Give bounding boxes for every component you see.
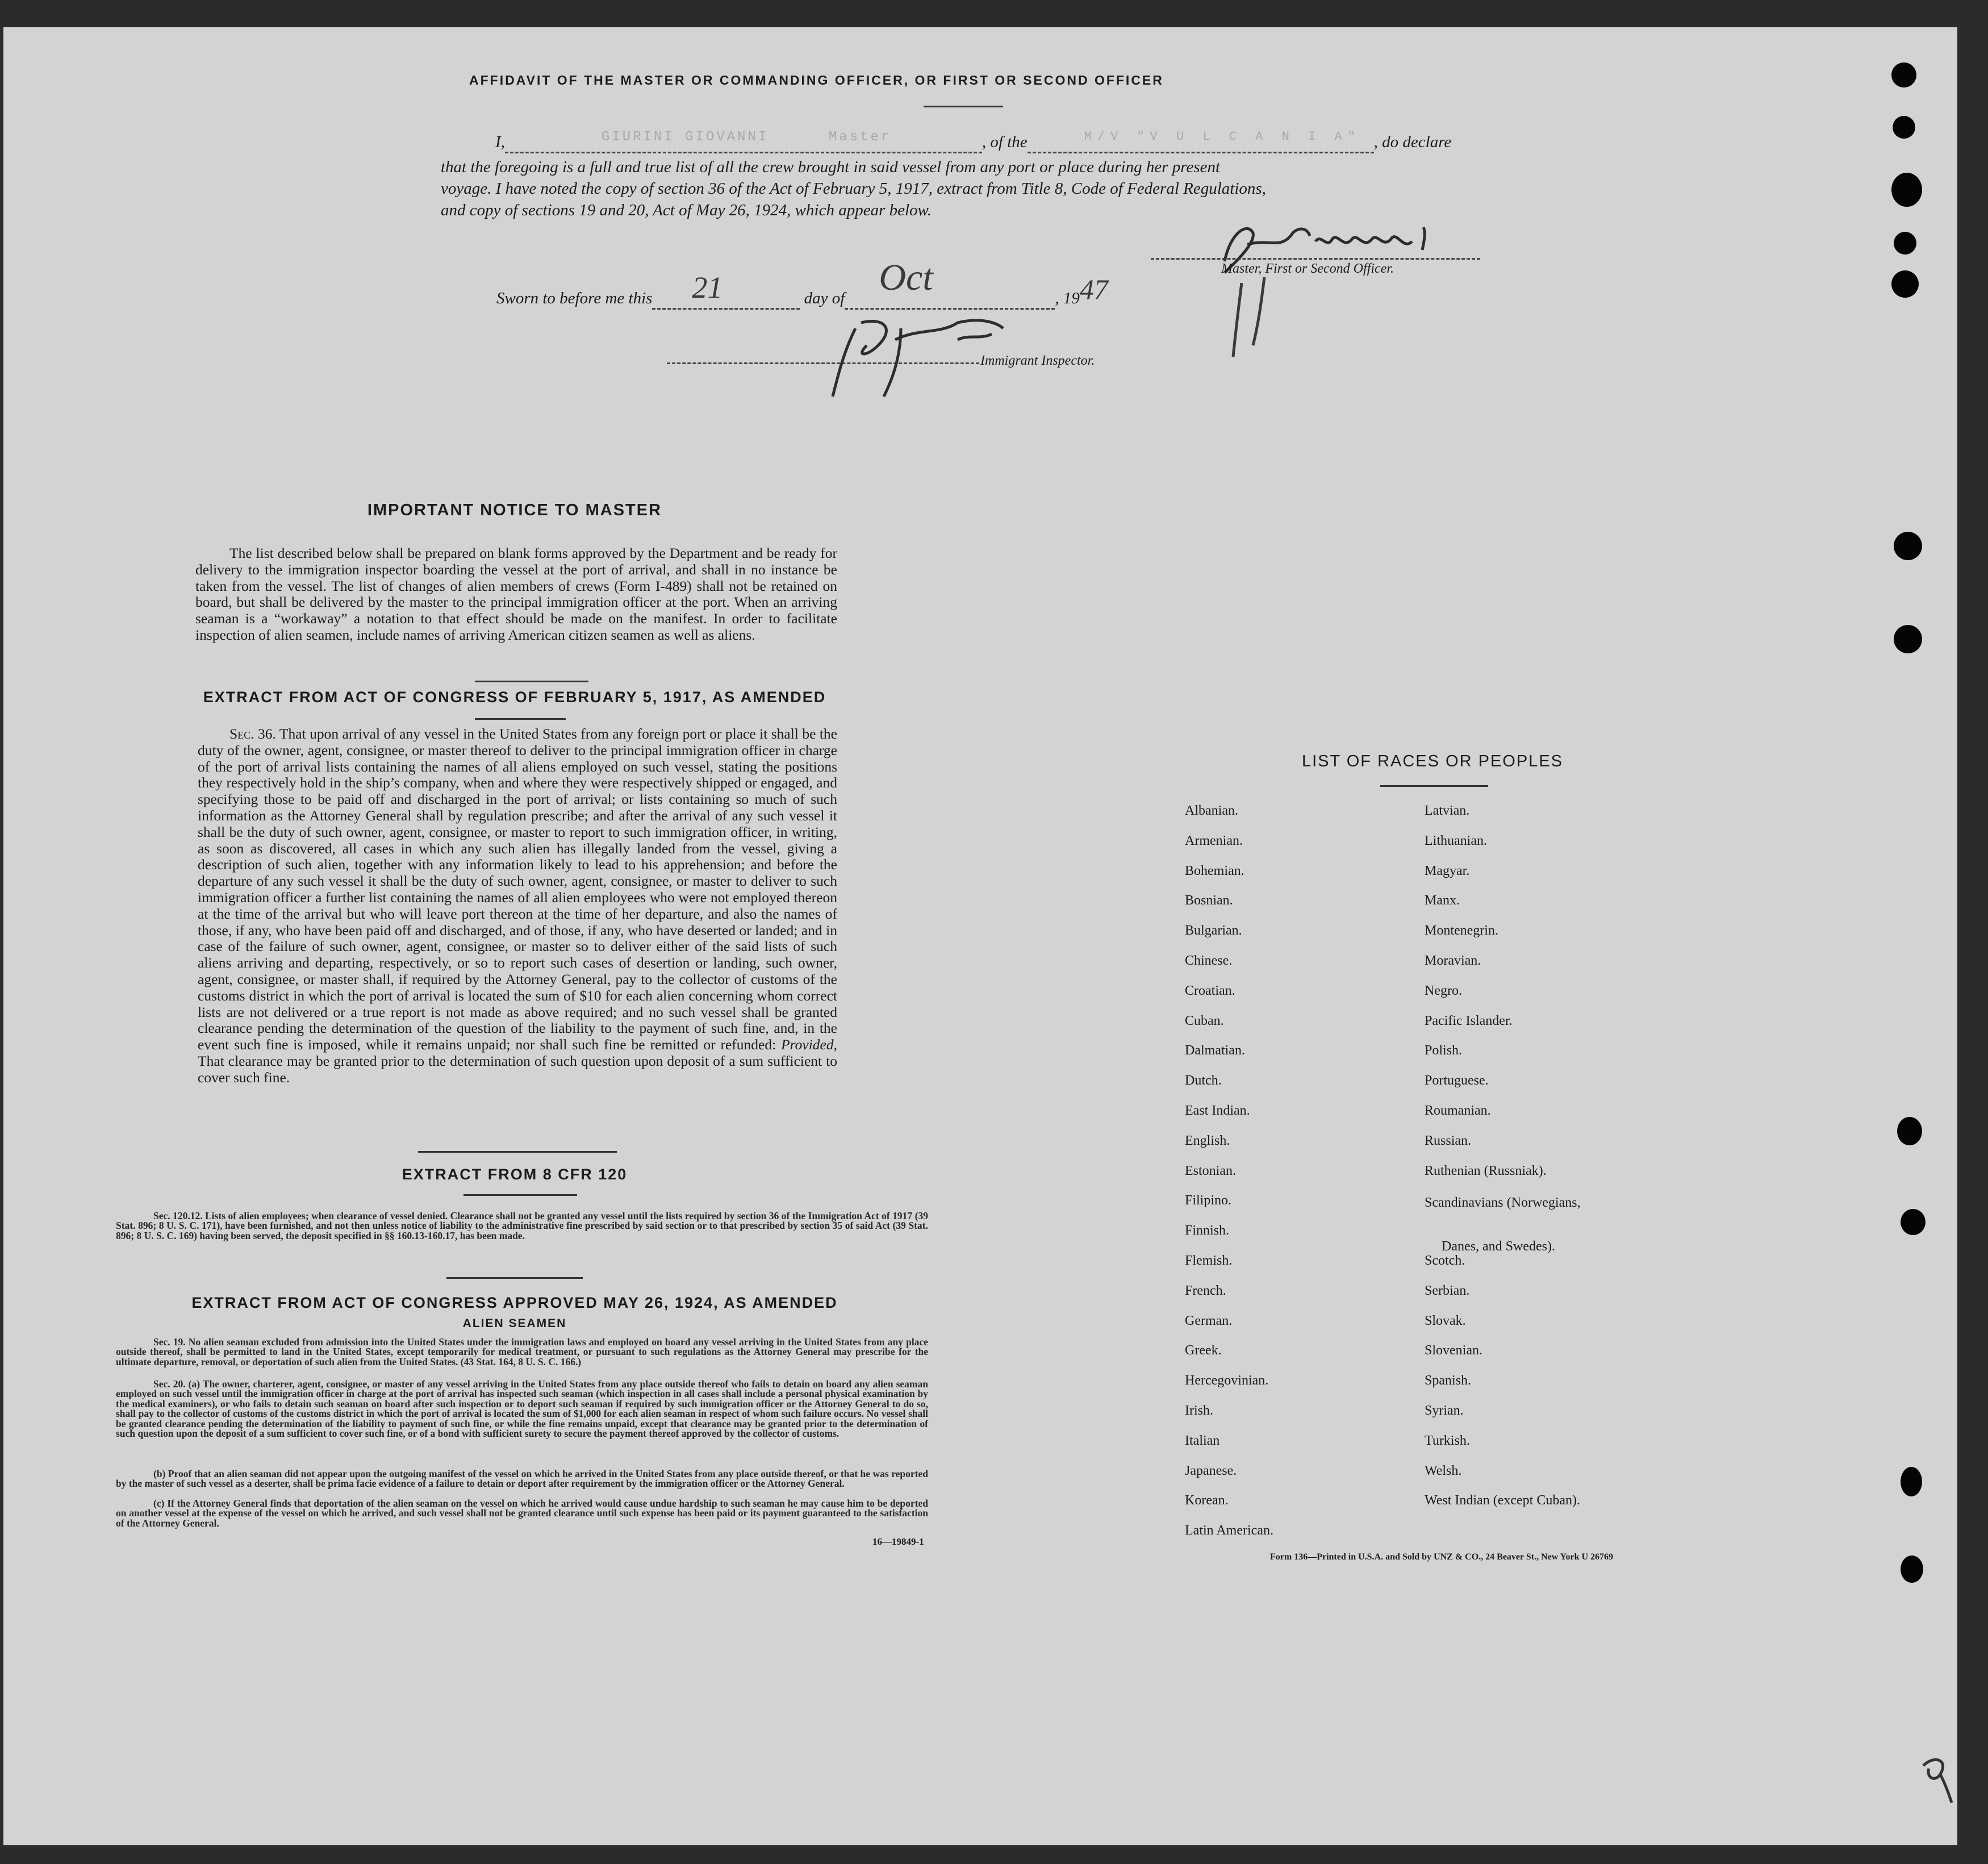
sworn-label: Sworn to before me this	[496, 289, 653, 307]
punch-hole-8	[1897, 1117, 1922, 1145]
notice-rule	[475, 681, 588, 682]
race-item: Bosnian.	[1185, 893, 1233, 908]
form-code: 16—19849-1	[872, 1536, 924, 1547]
punch-hole-6	[1894, 532, 1922, 560]
sworn-day-value: 21	[692, 270, 723, 305]
race-item: French.	[1185, 1283, 1226, 1298]
races-title: LIST OF RACES OR PEOPLES	[1301, 752, 1564, 770]
race-item: Filipino.	[1185, 1193, 1232, 1208]
affidavit-line1	[495, 130, 1506, 153]
sec20b-text: (b) Proof that an alien seaman did not appear upon the outgoing manifest of the vessel on which he arrived in the United States from any place outside thereof, or that he was reported by the master of such vessel as a deserter, shall be prima facie evidence of a failure to detain or deport after requirement by the immigration officer or the Attorney General.	[116, 1468, 928, 1490]
race-item: Albanian.	[1185, 803, 1238, 818]
race-item: Welsh.	[1425, 1463, 1462, 1478]
race-item: Japanese.	[1185, 1463, 1237, 1478]
race-item: Greek.	[1185, 1343, 1222, 1358]
punch-hole-7	[1894, 625, 1922, 653]
punch-hole-2	[1893, 116, 1915, 139]
cfr-text: Sec. 120.12. Lists of alien employees; when clearance of vessel denied. Clearance shall not be granted any vessel until the lists required by section 36 of the Immigration Act of 1917 (39 Stat. 896; 8 U. S. C. 171), have been furnished, and not then unless notice of liability to the administrative fine prescribed by said section or to that prescribed by section 35 of said Act (39 Stat. 896; 8 U. S. C. 169) having been served, the deposit specified in §§ 160.13-160.17, has been made.	[116, 1210, 928, 1241]
sec36-body-end: That clearance may be granted prior to the determination of such question upon deposit of a sum sufficient to cover such fine.	[198, 1052, 837, 1086]
race-item: Slovenian.	[1425, 1343, 1482, 1358]
race-item: West Indian (except Cuban).	[1425, 1493, 1580, 1508]
master-signature-caption: Master, First or Second Officer.	[1221, 261, 1394, 276]
do-declare-label: , do declare	[1373, 133, 1452, 151]
race-item: Syrian.	[1425, 1403, 1464, 1418]
notice-title: IMPORTANT NOTICE TO MASTER	[367, 501, 662, 519]
race-item: Bohemian.	[1185, 863, 1244, 878]
race-item: Russian.	[1425, 1133, 1472, 1148]
punch-hole-3	[1891, 173, 1922, 207]
sec20c-text: (c) If the Attorney General finds that deportation of the alien seaman on the vessel on which he arrived would cause undue hardship to such seaman he may cause him to be deported on another vessel at the expense of the vessel on which he arrived, and such vessel shall not be granted clearance until such expense has been paid or its payment guaranteed to the satisfaction of the Attorney General.	[116, 1498, 928, 1529]
punch-hole-10	[1901, 1467, 1922, 1496]
page-mark	[1918, 1754, 1957, 1805]
race-item: Croatian.	[1185, 983, 1235, 998]
master-name-field	[505, 130, 982, 153]
of-the-label: , of the	[982, 133, 1028, 151]
race-item: Magyar.	[1425, 863, 1470, 878]
cfr-rule	[463, 1194, 577, 1196]
race-item: German.	[1185, 1313, 1233, 1328]
punch-hole-1	[1891, 62, 1916, 87]
race-item: Chinese.	[1185, 953, 1233, 968]
inspector-caption: Immigrant Inspector.	[980, 353, 1095, 368]
race-item: Danes, and Swedes).	[1442, 1239, 1555, 1254]
race-item: Dutch.	[1185, 1073, 1222, 1089]
race-item: Spanish.	[1425, 1373, 1472, 1388]
race-item: Slovak.	[1425, 1313, 1466, 1328]
race-item: Lithuanian.	[1425, 833, 1487, 848]
race-item: Latin American.	[1185, 1523, 1273, 1538]
race-item: Portuguese.	[1425, 1073, 1489, 1089]
extract-1917-title: EXTRACT FROM ACT OF CONGRESS OF FEBRUARY 5, 1917, AS AMENDED	[203, 689, 826, 706]
race-item: Armenian.	[1185, 833, 1243, 848]
affidavit-title: AFFIDAVIT OF THE MASTER OR COMMANDING OFFICER, OR FIRST OR SECOND OFFICER	[469, 73, 1164, 87]
race-item: Italian	[1185, 1433, 1220, 1448]
provided-word: Provided,	[781, 1036, 837, 1053]
race-item: Scotch.	[1425, 1253, 1465, 1268]
race-item: East Indian.	[1185, 1103, 1250, 1118]
race-item: Ruthenian (Russniak).	[1425, 1163, 1547, 1178]
document-page	[3, 27, 1957, 1845]
punch-hole-4	[1894, 232, 1916, 255]
race-item: Roumanian.	[1425, 1103, 1491, 1118]
extract-1917-end-rule	[418, 1151, 617, 1153]
race-item: Cuban.	[1185, 1013, 1224, 1028]
title-rule	[924, 106, 1003, 107]
affidavit-line2: that the foregoing is a full and true list of all the crew brought in said vessel from any port or place during her present	[441, 158, 1221, 176]
day-of-label: day of	[804, 289, 845, 307]
master-name-value: GIURINI GIOVANNI	[601, 130, 769, 145]
race-item: English.	[1185, 1133, 1230, 1148]
vessel-field	[1028, 130, 1374, 153]
i-label: I,	[495, 133, 505, 151]
affidavit-line4: and copy of sections 19 and 20, Act of May 26, 1924, which appear below.	[441, 201, 932, 219]
cfr-end-rule	[446, 1277, 583, 1279]
race-item: Montenegrin.	[1425, 923, 1498, 939]
race-item: Finnish.	[1185, 1223, 1230, 1239]
race-item: Moravian.	[1425, 953, 1481, 968]
punch-hole-5	[1891, 270, 1919, 298]
races-rule	[1380, 785, 1488, 787]
year-prefix: , 19	[1055, 289, 1080, 307]
race-item: Flemish.	[1185, 1253, 1233, 1268]
sec36-label: Sec. 36.	[229, 725, 276, 742]
sec20a-text: Sec. 20. (a) The owner, charterer, agent, consignee, or master of any vessel arriving in the United States from any place outside thereof who fails to detain on board any alien seaman employed on such vessel until the immigration officer in charge at the port of arrival has inspected such seaman (which inspection in all cases shall include a personal physical examination by the medical examiners), or who fails to detain such seaman on board after such inspection or to deport such seaman if required by such immigration officer or the Attorney General to do so, shall pay to the collector of customs of the customs district in which the port of arrival is located the sum of $1,000 for each alien seaman in respect of whom such failure occurs. No vessel shall be granted clearance pending the determination of the liability to payment of such fine, or while the fine remains unpaid, except that clearance may be granted prior to the determination of such question upon the deposit of a sum sufficient to cover such fine, or of a bond with sufficient surety to secure the payment thereof approved by the collector of customs.	[116, 1378, 928, 1440]
extract-1917-rule	[475, 718, 566, 720]
vessel-name-value: M/V "V U L C A N I A"	[1084, 130, 1361, 144]
master-title-value: Master	[828, 130, 892, 145]
race-item: Estonian.	[1185, 1163, 1236, 1178]
cfr-title: EXTRACT FROM 8 CFR 120	[402, 1166, 628, 1183]
sec36-body: That upon arrival of any vessel in the United States from any foreign port or place it shall be the duty of the owner, agent, consignee, or master thereof to deliver to the principal immigration officer in charge of the port of arrival lists containing the names of all aliens employed on such vessel, stating the positions they respectively hold in the ship’s company, when and where they were respectively shipped or engaged, and specifying those to be paid off and discharged in the port of arrival; or lists containing so much of such information as the Attorney General shall by regulation prescribe; and after the arrival of any such vessel it shall be the duty of such owner, agent, consignee, or master to report to such immigration officer, in writing, as soon as discovered, all cases in which any such alien has illegally landed from the vessel, giving a description of such alien, together with any information likely to lead to his apprehension; and before the departure of any such vessel it shall be the duty of such owner, agent, consignee, or master to deliver to such immigration officer a further list containing the names of all alien employees who were not employed thereon at the time of the arrival but who will leave port thereon at the time of her departure, and also the names of those, if any, who have been paid off and discharged, and of those, if any, who have deserted or landed; and in case of the failure of such owner, agent, consignee, or master so to deliver either of the said lists of such aliens arriving and departing, respectively, or so to report such cases of desertion or landing, such owner, agent, consignee, or master shall, if required by the Attorney General, pay to the collector of customs of the customs district in which the port of arrival is located the sum of $10 for each alien concerning whom correct lists are not delivered or a true report is not made as above required; and no such vessel shall be granted clearance pending the determination of the question of the liability to the payment of such fine, and, in the event such fine is imposed, while it remains unpaid; nor shall such fine be remitted or refunded:	[198, 725, 838, 1053]
race-item: Turkish.	[1425, 1433, 1470, 1448]
race-item: Polish.	[1425, 1043, 1463, 1058]
sworn-day-field	[652, 270, 800, 310]
race-item: Negro.	[1425, 983, 1462, 998]
extract-1924-title: EXTRACT FROM ACT OF CONGRESS APPROVED MAY 26, 1924, AS AMENDED	[191, 1294, 838, 1311]
race-item: Hercegovinian.	[1185, 1373, 1269, 1388]
sworn-year-flourish	[1208, 272, 1287, 362]
punch-hole-9	[1901, 1209, 1926, 1235]
race-item: Manx.	[1425, 893, 1460, 908]
race-item: Dalmatian.	[1185, 1043, 1245, 1058]
race-item: Pacific Islander.	[1425, 1013, 1513, 1028]
sworn-year-value: 47	[1079, 273, 1108, 305]
affidavit-line3: voyage. I have noted the copy of section 36 of the Act of February 5, 1917, extract from Title 8, Code of Federal Regulations,	[441, 180, 1266, 198]
sworn-month-value: Oct	[879, 257, 933, 298]
form-footer-note: Form 136—Printed in U.S.A. and Sold by UNZ & CO., 24 Beaver St., New York U 26769	[1270, 1552, 1614, 1562]
race-item: Irish.	[1185, 1403, 1213, 1418]
extract-1917-text	[198, 726, 837, 1086]
punch-hole-11	[1901, 1556, 1923, 1583]
race-item: Latvian.	[1425, 803, 1470, 818]
race-item: Bulgarian.	[1185, 923, 1242, 939]
sec19-text: Sec. 19. No alien seaman excluded from admission into the United States under the immigration laws and employed on board any vessel arriving in the United States from any place outside thereof, shall be permitted to land in the United States, except temporarily for medical treatment, or pursuant to such regulations as the Attorney General may prescribe for the ultimate departure, removal, or deportation of such alien from the United States. (43 Stat. 164, 8 U. S. C. 166.)	[116, 1336, 928, 1367]
race-item: Korean.	[1185, 1493, 1229, 1508]
alien-seamen-subtitle: ALIEN SEAMEN	[462, 1317, 567, 1330]
race-item: Serbian.	[1425, 1283, 1470, 1298]
notice-text: The list described below shall be prepared on blank forms approved by the Department and be ready for delivery to the immigration inspector boarding the vessel at the port of arrival, and shall in no instance be taken from the vessel. The list of changes of alien members of crews (Form I-489) shall not be retained on board, but shall be delivered by the master to the principal immigration officer at the port. When an arriving seaman is a “workaway” a notation to that effect should be made on the manifest. In order to facilitate inspection of alien seamen, include names of arriving American citizen seamen as well as aliens.	[195, 545, 837, 643]
race-item: Scandinavians (Norwegians,	[1425, 1195, 1581, 1211]
